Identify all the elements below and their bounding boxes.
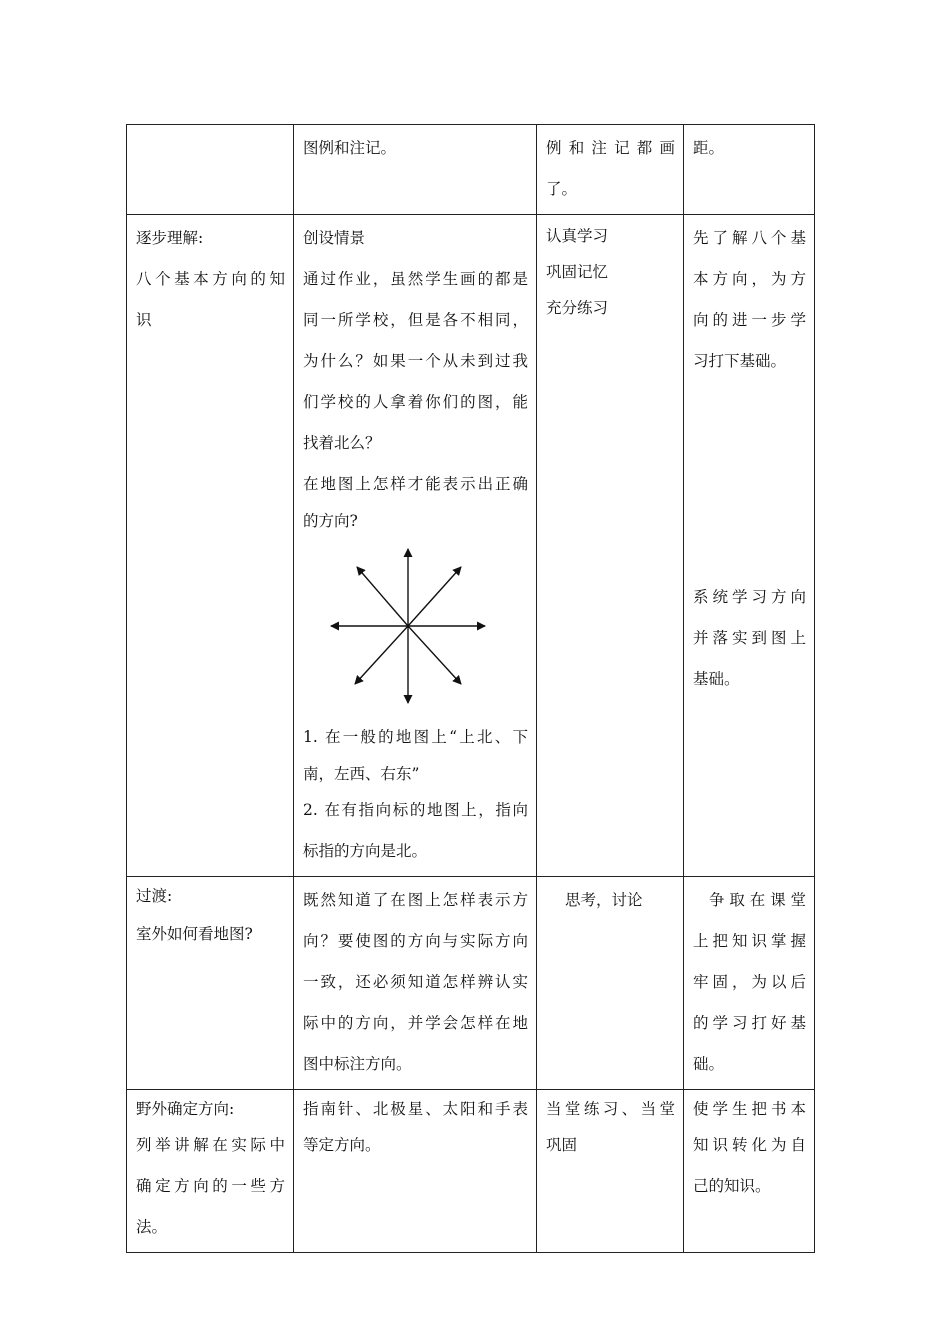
cell-line: 确定方向的一些方 <box>136 1177 285 1195</box>
table-row <box>127 215 815 877</box>
cell-line: 创设情景 <box>303 229 366 247</box>
table-cell <box>537 877 684 1090</box>
cell-line: 通过作业，虽然学生画的都是 <box>303 270 528 288</box>
table-row <box>127 125 815 215</box>
lesson-plan-table <box>126 124 815 1253</box>
cell-line: 等定方向。 <box>303 1136 381 1154</box>
table-cell <box>127 1090 294 1253</box>
cell-line: 2. 在有指向标的地图上，指向 <box>303 801 528 819</box>
cell-line: 上把知识掌握 <box>693 932 806 950</box>
table-row <box>127 1090 815 1253</box>
cell-line: 牢固，为以后 <box>693 973 806 991</box>
cell-line: 八个基本方向的知 <box>136 270 285 288</box>
northwest-arrow <box>357 567 408 626</box>
cell-line: 习打下基础。 <box>693 352 787 370</box>
cell-line: 指南针、北极星、太阳和手表 <box>303 1100 528 1118</box>
cell-line: 本方向，为方 <box>693 270 806 288</box>
cell-line: 过渡: <box>136 887 173 905</box>
cell-line: 逐步理解: <box>136 229 204 247</box>
cell-line: 图例和注记。 <box>303 139 397 157</box>
cell-line: 同一所学校，但是各不相同， <box>303 311 528 329</box>
table-cell <box>294 877 537 1090</box>
cell-line: 己的知识。 <box>693 1177 771 1195</box>
cell-line: 在地图上怎样才能表示出正确 <box>303 475 528 493</box>
cell-line: 基础。 <box>693 670 740 688</box>
cell-line: 的方向? <box>303 512 358 530</box>
cell-line: 当堂练习、当堂 <box>546 1100 675 1118</box>
cell-line: 野外确定方向: <box>136 1100 235 1118</box>
table-cell <box>684 1090 815 1253</box>
cell-line: 认真学习 <box>546 227 609 245</box>
cell-line: 距。 <box>693 139 725 157</box>
table-row <box>127 877 815 1090</box>
cell-line: 既然知道了在图上怎样表示方 <box>303 891 528 909</box>
cell-line: 标指的方向是北。 <box>303 842 428 860</box>
cell-line: 图中标注方向。 <box>303 1055 412 1073</box>
table-cell <box>537 1090 684 1253</box>
table-cell <box>294 215 537 877</box>
cell-line: 系统学习方向 <box>693 588 806 606</box>
table-cell <box>684 125 815 215</box>
cell-line: 先了解八个基 <box>693 229 806 247</box>
cell-line: 向？要使图的方向与实际方向 <box>303 932 528 950</box>
southwest-arrow <box>355 626 408 684</box>
cell-line: 巩固记忆 <box>546 263 609 281</box>
cell-line: 了。 <box>546 180 578 198</box>
cell-line: 一致，还必须知道怎样辨认实 <box>303 973 528 991</box>
cell-line: 1. 在一般的地图上“上北、下 <box>303 728 528 746</box>
table-cell <box>127 215 294 877</box>
cell-line: 例和注记都画 <box>546 139 675 157</box>
cell-line: 找着北么？ <box>303 434 381 452</box>
table-cell <box>127 125 294 215</box>
cell-line: 使学生把书本 <box>693 1100 806 1118</box>
southeast-arrow <box>408 626 461 684</box>
table-cell <box>127 877 294 1090</box>
spacer <box>693 382 806 577</box>
cell-line: 识 <box>136 311 152 329</box>
northeast-arrow <box>408 567 461 626</box>
cell-line: 并落实到图上 <box>693 629 806 647</box>
cell-line: 础。 <box>693 1055 725 1073</box>
table-cell <box>684 215 815 877</box>
cell-line: 巩固 <box>546 1136 578 1154</box>
table-cell <box>537 215 684 877</box>
eight-direction-arrows-diagram <box>323 541 493 711</box>
table-cell <box>294 1090 537 1253</box>
table-cell <box>684 877 815 1090</box>
cell-line: 充分练习 <box>546 299 609 317</box>
cell-line: 争取在课堂 <box>709 891 806 909</box>
cell-line: 思考，讨论 <box>565 891 643 909</box>
cell-line: 室外如何看地图? <box>136 925 253 943</box>
cell-line: 的学习打好基 <box>693 1014 806 1032</box>
cell-line: 知识转化为自 <box>693 1136 806 1154</box>
cell-line: 列举讲解在实际中 <box>136 1136 285 1154</box>
cell-line: 法。 <box>136 1218 168 1236</box>
cell-line: 向的进一步学 <box>693 311 806 329</box>
table-cell <box>294 125 537 215</box>
table-cell <box>537 125 684 215</box>
cell-line: 们学校的人拿着你们的图，能 <box>303 393 528 411</box>
cell-line: 南，左西、右东” <box>303 765 420 783</box>
cell-line: 为什么？如果一个从未到过我 <box>303 352 528 370</box>
cell-line: 际中的方向，并学会怎样在地 <box>303 1014 528 1032</box>
